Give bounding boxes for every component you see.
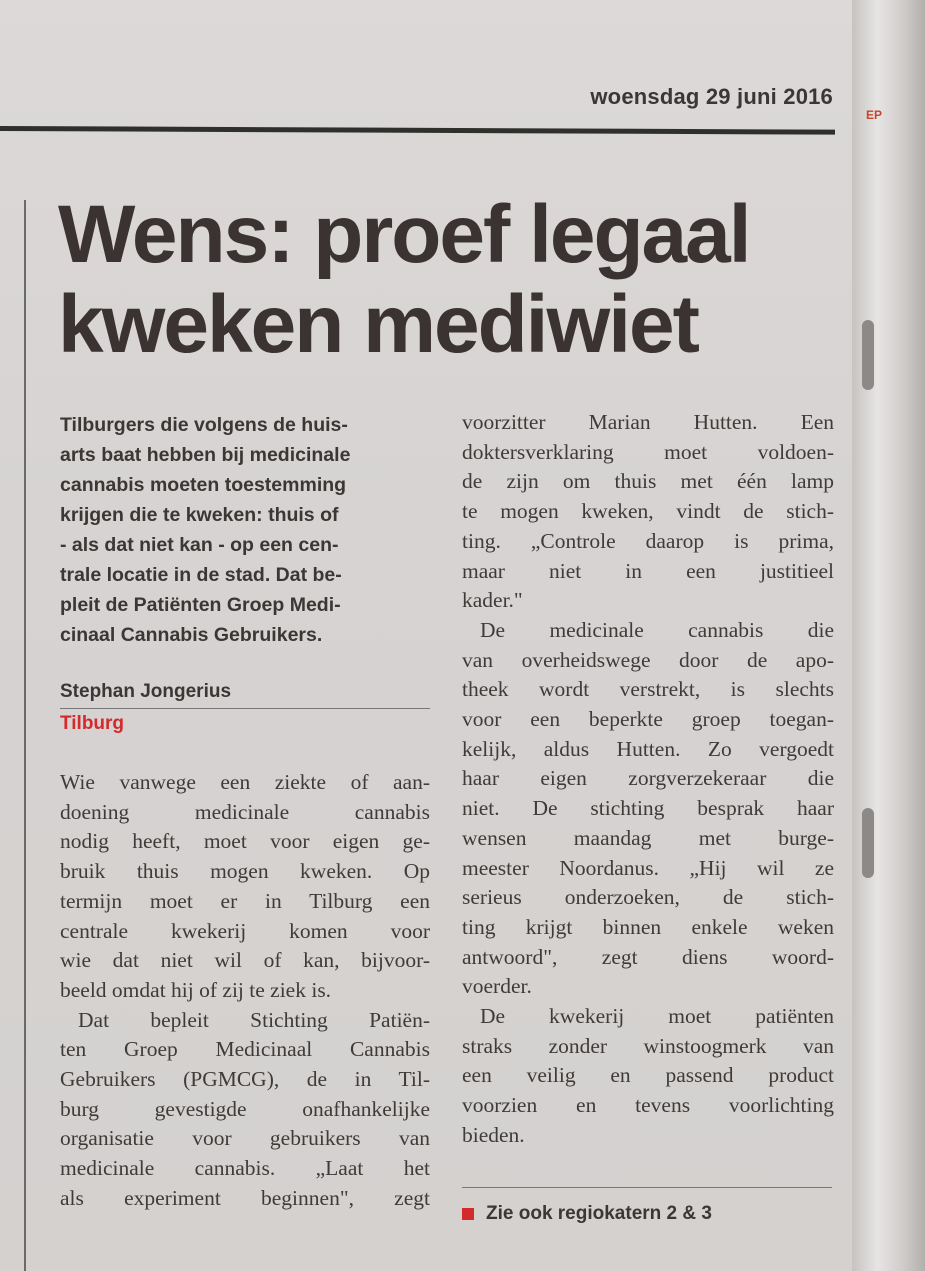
- body-line: straks zonder winstoogmerk van: [462, 1033, 834, 1058]
- body-line: Wie vanwege een ziekte of aan-: [60, 770, 430, 794]
- body-line: antwoord", zegt diens woord-: [462, 944, 834, 969]
- body-line: De medicinale cannabis die: [480, 617, 834, 642]
- body-line: ting. „Controle daarop is prima,: [462, 528, 834, 553]
- lead-line: trale locatie in de stad. Dat be-: [60, 564, 342, 586]
- lead-paragraph: [60, 410, 432, 650]
- side-rule: [24, 200, 26, 1271]
- red-square-icon: [462, 1208, 474, 1220]
- lead-line: cinaal Cannabis Gebruikers.: [60, 624, 323, 646]
- body-line: maar niet in een justitieel: [462, 558, 834, 583]
- body-line: burg gevestigde onafhankelijke: [60, 1096, 430, 1121]
- lead-line: krijgen die te kweken: thuis of: [60, 504, 339, 526]
- cross-reference: [462, 1203, 712, 1225]
- body-line: doktersverklaring moet voldoen-: [462, 439, 834, 464]
- body-line: bruik thuis mogen kweken. Op: [60, 859, 430, 884]
- body-line: voorzitter Marian Hutten. Een: [462, 410, 834, 434]
- body-line: centrale kwekerij komen voor: [60, 918, 430, 943]
- edge-tab: [862, 320, 874, 390]
- body-line: niet. De stichting besprak haar: [462, 796, 834, 821]
- headline: [58, 190, 848, 370]
- body-line: van overheidswege door de apo-: [462, 647, 834, 672]
- body-line: doening medicinale cannabis: [60, 799, 430, 824]
- lead-line: arts baat hebben bij medicinale: [60, 444, 351, 466]
- body-line: termijn moet er in Tilburg een: [60, 888, 430, 913]
- lead-line: Tilburgers die volgens de huis-: [60, 414, 348, 436]
- body-line: De kwekerij moet patiënten: [480, 1004, 834, 1029]
- body-line: wie dat niet wil of kan, bijvoor-: [60, 948, 430, 973]
- lead-line: cannabis moeten toestemming: [60, 474, 347, 496]
- body-line: meester Noordanus. „Hij wil ze: [462, 855, 834, 880]
- body-line: te mogen kweken, vindt de stich-: [462, 499, 834, 524]
- edge-tab: [862, 808, 874, 878]
- reference-rule: [462, 1187, 832, 1188]
- body-line: voerder.: [462, 974, 532, 999]
- body-line: voor een beperkte groep toegan-: [462, 707, 834, 732]
- lead-line: - als dat niet kan - op een cen-: [60, 534, 339, 556]
- body-line: bieden.: [462, 1122, 525, 1147]
- body-column-1: [60, 768, 430, 1214]
- body-line: serieus onderzoeken, de stich-: [462, 885, 834, 910]
- body-line: wensen maandag met burge-: [462, 825, 834, 850]
- byline-author: Stephan Jongerius: [60, 681, 232, 702]
- dateline: woensdag 29 juni 2016: [590, 84, 833, 109]
- body-line: een veilig en passend product: [462, 1063, 834, 1088]
- body-line: ten Groep Medicinaal Cannabis: [60, 1037, 430, 1062]
- body-line: theek wordt verstrekt, is slechts: [462, 677, 834, 702]
- edge-mark: EP: [866, 108, 883, 122]
- body-line: beeld omdat hij of zij te ziek is.: [60, 977, 332, 1002]
- body-line: organisatie voor gebruikers van: [60, 1126, 430, 1151]
- body-line: als experiment beginnen", zegt: [60, 1185, 430, 1210]
- body-line: ting krijgt binnen enkele weken: [462, 914, 834, 939]
- body-line: medicinale cannabis. „Laat het: [60, 1156, 430, 1181]
- body-line: voorzien en tevens voorlichting: [462, 1093, 834, 1118]
- cross-reference-text: Zie ook regiokatern 2 & 3: [486, 1203, 712, 1224]
- body-line: de zijn om thuis met één lamp: [462, 469, 834, 494]
- body-column-2: [462, 408, 834, 1151]
- body-line: Dat bepleit Stichting Patiën-: [78, 1007, 430, 1032]
- byline-place: Tilburg: [60, 713, 125, 734]
- headline-line: Wens: proef legaal: [58, 189, 750, 280]
- body-line: kelijk, aldus Hutten. Zo vergoedt: [462, 736, 834, 761]
- body-line: nodig heeft, moet voor eigen ge-: [60, 829, 430, 854]
- body-line: kader.": [462, 588, 523, 613]
- page-edge: [852, 0, 925, 1271]
- headline-line: kweken mediwiet: [58, 279, 698, 370]
- lead-line: pleit de Patiënten Groep Medi-: [60, 594, 341, 616]
- body-line: Gebruikers (PGMCG), de in Til-: [60, 1067, 430, 1092]
- body-line: haar eigen zorgverzekeraar die: [462, 766, 834, 791]
- byline-rule: [60, 708, 430, 709]
